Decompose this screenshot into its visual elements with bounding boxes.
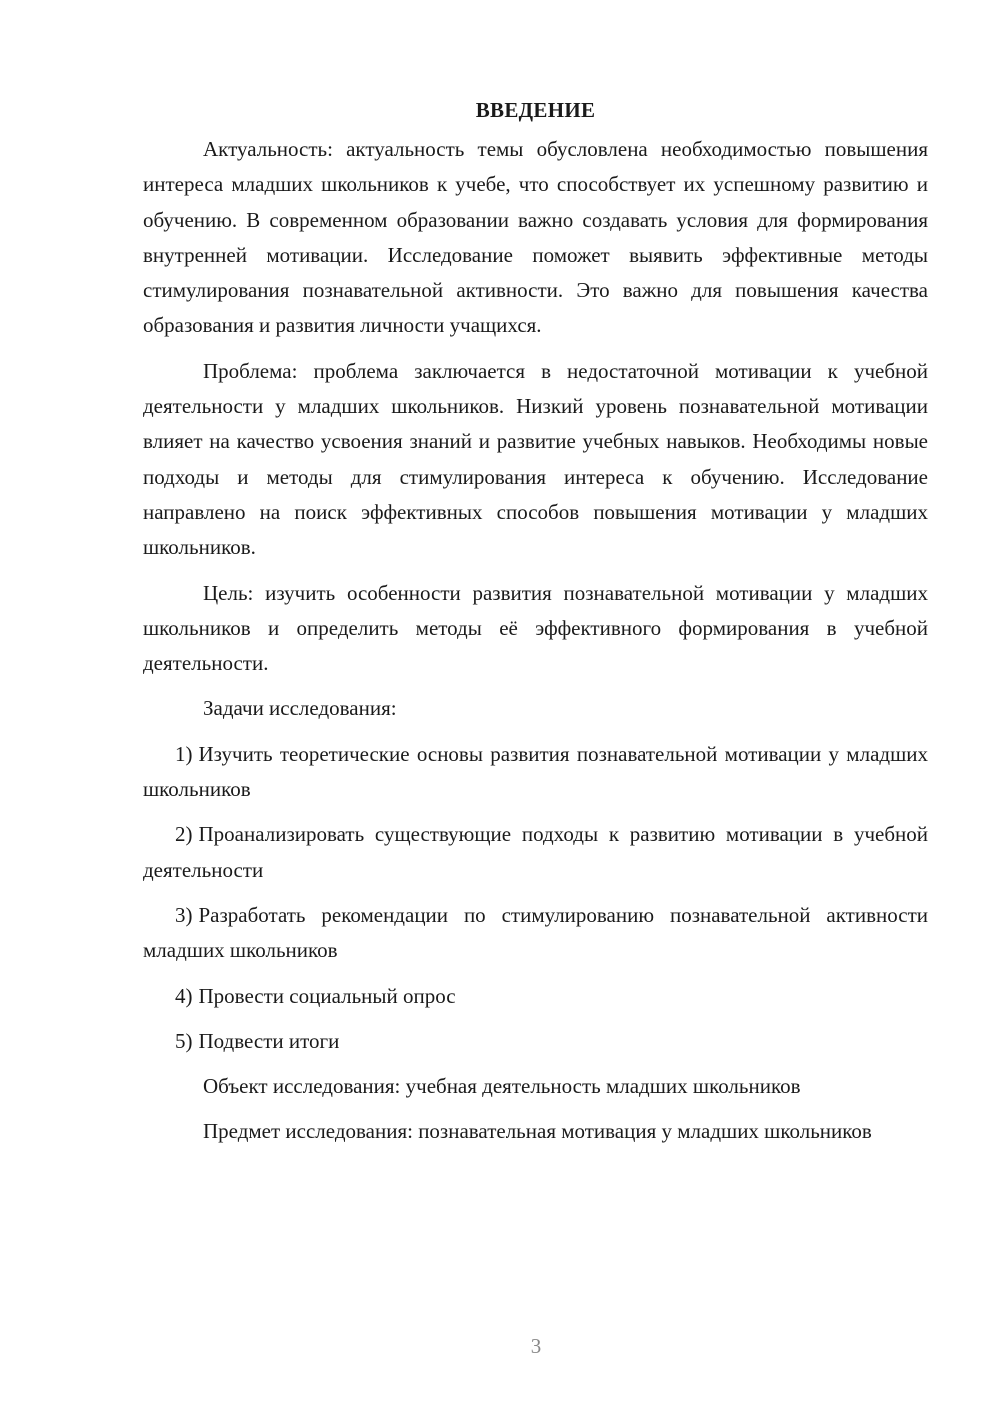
task-item-2 [143, 817, 928, 888]
task-list [143, 737, 928, 1059]
document-page [143, 92, 928, 1160]
task-item-3 [143, 898, 928, 969]
paragraph-subject: Предмет исследования: познавательная мотивация у младших школьников [203, 1119, 872, 1144]
paragraph-object: Объект исследования: учебная деятельность младших школьников [203, 1074, 801, 1099]
task-number: 3) [175, 902, 193, 927]
task-number: 2) [175, 822, 193, 847]
task-text: Провести социальный опрос [198, 983, 456, 1008]
task-text: Проанализировать существующие подходы к развитию мотивации в учебной деятельности [143, 822, 928, 882]
task-item-4 [143, 979, 928, 1014]
task-text: Подвести итоги [198, 1028, 340, 1053]
page-title: ВВЕДЕНИЕ [475, 98, 596, 122]
task-item-5 [143, 1024, 928, 1059]
task-text: Изучить теоретические основы развития познавательной мотивации у младших школьников [143, 741, 928, 802]
paragraph-relevance: Актуальность: актуальность темы обусловлена необходимостью повышения интереса младших школьников к учебе, что способствует их успешному развитию и обучению. В современном образовании важно создавать условия для формирования внутренней мотивации. Исследование поможет выявить эффективные методы стимулирования познавательной активности. Это важно для повышения качества образования и развития личности учащихся. [143, 137, 928, 338]
task-item-1 [143, 737, 928, 808]
task-number: 5) [175, 1028, 193, 1053]
page-number: 3 [530, 1334, 542, 1358]
paragraph-goal: Цель: изучить особенности развития познавательной мотивации у младших школьников и определить методы её эффективного формирования в учебной деятельности. [143, 580, 928, 676]
paragraph-problem: Проблема: проблема заключается в недостаточной мотивации к учебной деятельности у младших школьников. Низкий уровень познавательной мотивации влияет на качество усвоения знаний и развитие учебных навыков. Необходимы новые подходы и методы для стимулирования интереса к обучению. Исследование направлено на поиск эффективных способов повышения мотивации у младших школьников. [143, 358, 928, 560]
task-number: 4) [175, 983, 193, 1008]
task-text: Разработать рекомендации по стимулированию познавательной активности младших школьников [143, 902, 928, 963]
tasks-heading: Задачи исследования: [203, 696, 397, 721]
task-number: 1) [175, 741, 193, 766]
